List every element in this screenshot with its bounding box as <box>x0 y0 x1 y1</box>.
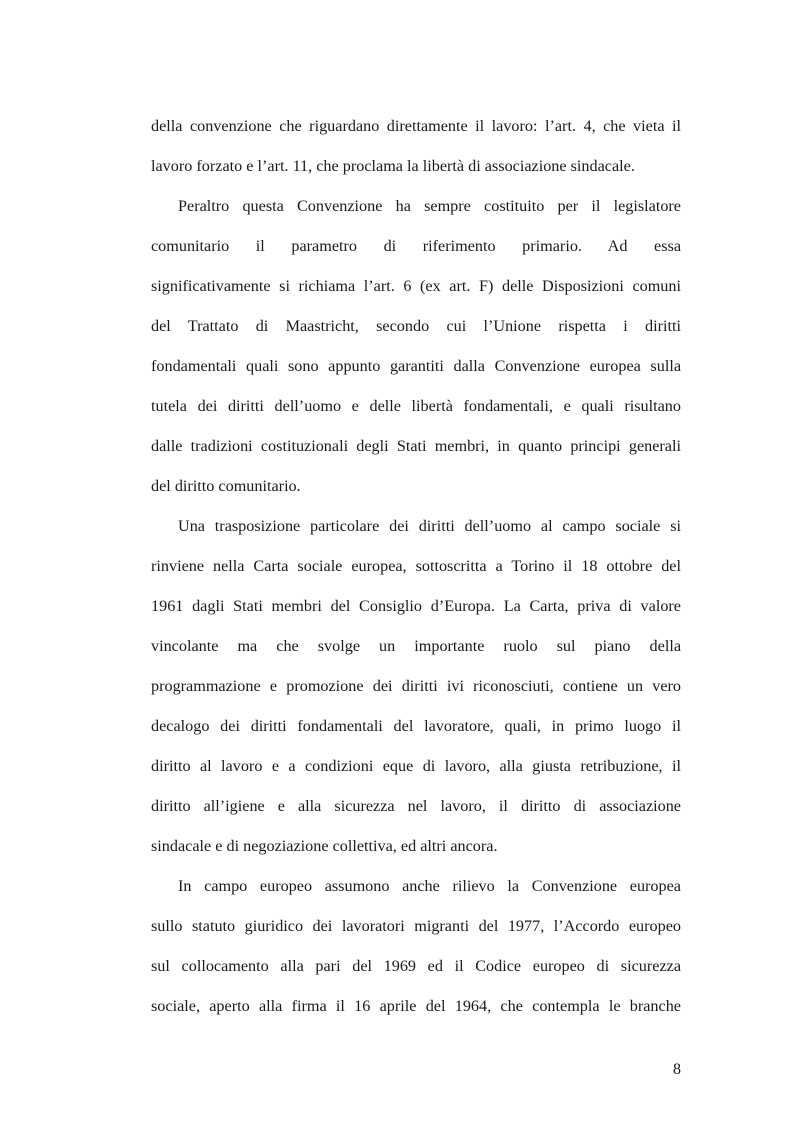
document-body <box>151 112 681 1032</box>
page-number: 8 <box>673 1061 681 1078</box>
text-line: In campo europeo assumono anche rilievo la Convenzione europea <box>178 877 681 895</box>
text-line: diritto al lavoro e a condizioni eque di lavoro, alla giusta retribuzione, il <box>151 757 681 775</box>
text-line: Peraltro questa Convenzione ha sempre costituito per il legislatore <box>178 197 681 215</box>
text-line: del diritto comunitario. <box>151 477 301 495</box>
text-line: lavoro forzato e l’art. 11, che proclama la libertà di associazione sindacale. <box>151 157 635 175</box>
text-line: rinviene nella Carta sociale europea, sottoscritta a Torino il 18 ottobre del <box>151 557 681 575</box>
text-line: significativamente si richiama l’art. 6 (ex art. F) delle Disposizioni comuni <box>151 277 681 295</box>
text-line: 1961 dagli Stati membri del Consiglio d’Europa. La Carta, priva di valore <box>151 597 681 615</box>
text-line: sullo statuto giuridico dei lavoratori migranti del 1977, l’Accordo europeo <box>151 917 681 935</box>
text-line: comunitario il parametro di riferimento primario. Ad essa <box>151 237 681 255</box>
text-line: fondamentali quali sono appunto garantiti dalla Convenzione europea sulla <box>151 357 681 375</box>
text-line: della convenzione che riguardano direttamente il lavoro: l’art. 4, che vieta il <box>151 117 681 135</box>
text-line: tutela dei diritti dell’uomo e delle libertà fondamentali, e quali risultano <box>151 397 681 415</box>
text-line: Una trasposizione particolare dei diritti dell’uomo al campo sociale si <box>178 517 681 535</box>
text-line: dalle tradizioni costituzionali degli Stati membri, in quanto principi generali <box>151 437 681 455</box>
text-line: sindacale e di negoziazione collettiva, ed altri ancora. <box>151 837 498 855</box>
text-line: decalogo dei diritti fondamentali del lavoratore, quali, in primo luogo il <box>151 717 681 735</box>
text-line: sul collocamento alla pari del 1969 ed il Codice europeo di sicurezza <box>151 957 681 975</box>
text-line: diritto all’igiene e alla sicurezza nel lavoro, il diritto di associazione <box>151 797 681 815</box>
text-line: vincolante ma che svolge un importante ruolo sul piano della <box>151 637 681 655</box>
text-line: del Trattato di Maastricht, secondo cui l’Unione rispetta i diritti <box>151 317 681 335</box>
text-line: sociale, aperto alla firma il 16 aprile del 1964, che contempla le branche <box>151 997 681 1015</box>
text-line: programmazione e promozione dei diritti ivi riconosciuti, contiene un vero <box>151 677 681 695</box>
